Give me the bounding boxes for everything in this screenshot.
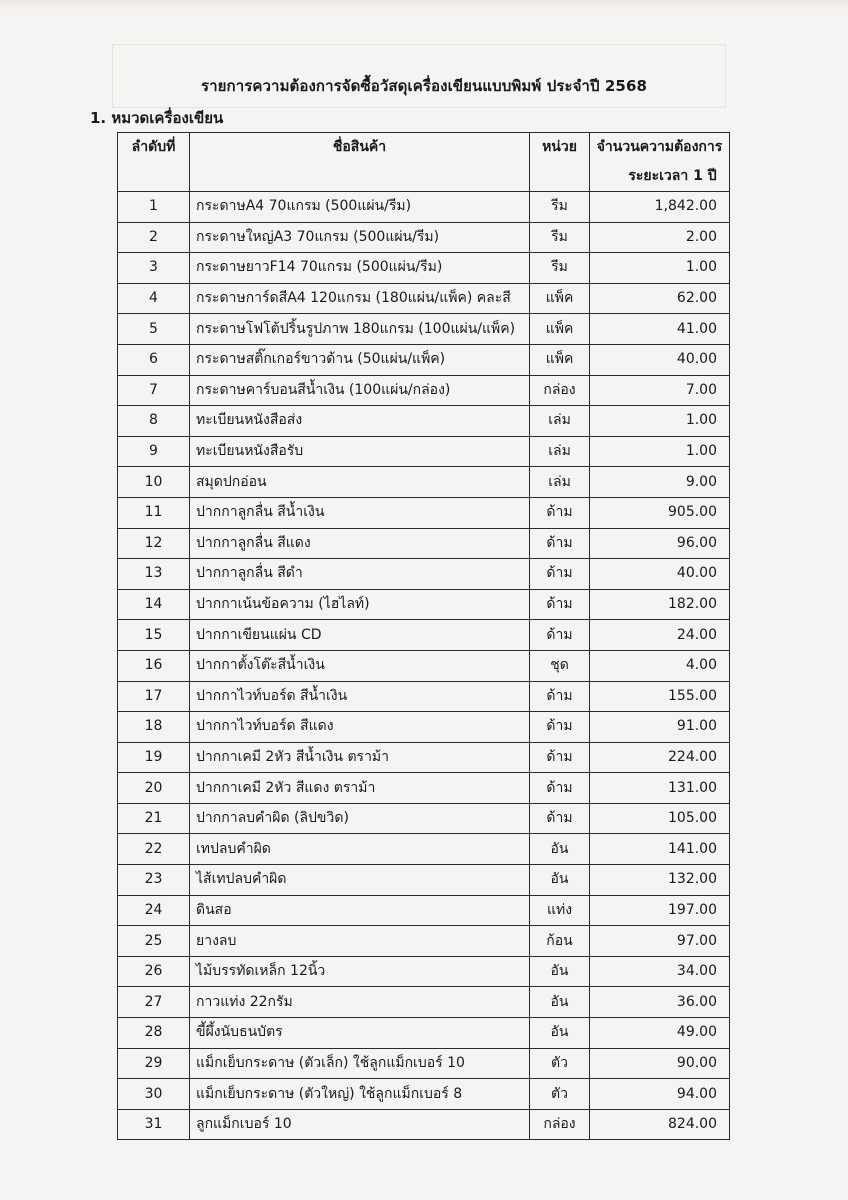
row-number: 3 (118, 253, 190, 284)
item-unit: อัน (530, 987, 590, 1018)
item-quantity: 4.00 (590, 650, 730, 681)
item-quantity: 96.00 (590, 528, 730, 559)
item-name: ปากกาลูกลื่น สีดำ (190, 559, 530, 590)
row-number: 19 (118, 742, 190, 773)
table-row (118, 895, 730, 926)
table-row (118, 1048, 730, 1079)
item-name: ปากกาเคมี 2หัว สีน้ำเงิน ตราม้า (190, 742, 530, 773)
item-unit: ด้าม (530, 803, 590, 834)
item-unit: กล่อง (530, 375, 590, 406)
header-no: ลำดับที่ (118, 133, 190, 192)
table-row (118, 1079, 730, 1110)
item-name: กระดาษโฟโต้ปริ้นรูปภาพ 180แกรม (100แผ่น/แพ็ค) (190, 314, 530, 345)
row-number: 2 (118, 222, 190, 253)
item-quantity: 155.00 (590, 681, 730, 712)
item-unit: ตัว (530, 1079, 590, 1110)
item-quantity: 131.00 (590, 773, 730, 804)
row-number: 1 (118, 192, 190, 223)
table-row (118, 834, 730, 865)
document-title: รายการความต้องการจัดซื้อวัสดุเครื่องเขียนแบบพิมพ์ ประจำปี 2568 (200, 77, 648, 95)
item-name: กระดาษคาร์บอนสีน้ำเงิน (100แผ่น/กล่อง) (190, 375, 530, 406)
table-row (118, 589, 730, 620)
row-number: 20 (118, 773, 190, 804)
item-name: ทะเบียนหนังสือส่ง (190, 406, 530, 437)
item-unit: ด้าม (530, 681, 590, 712)
item-name: กระดาษใหญ่A3 70แกรม (500แผ่น/รีม) (190, 222, 530, 253)
item-unit: อัน (530, 834, 590, 865)
item-name: แม็กเย็บกระดาษ (ตัวเล็ก) ใช้ลูกแม็กเบอร์ 10 (190, 1048, 530, 1079)
item-unit: แท่ง (530, 895, 590, 926)
table-row (118, 650, 730, 681)
item-unit: รีม (530, 222, 590, 253)
row-number: 9 (118, 436, 190, 467)
item-name: ไม้บรรทัดเหล็ก 12นิ้ว (190, 956, 530, 987)
row-number: 25 (118, 926, 190, 957)
row-number: 15 (118, 620, 190, 651)
table-row (118, 497, 730, 528)
table-row (118, 865, 730, 896)
item-name: สมุดปกอ่อน (190, 467, 530, 498)
item-quantity: 905.00 (590, 497, 730, 528)
table-row (118, 467, 730, 498)
item-quantity: 97.00 (590, 926, 730, 957)
item-name: แม็กเย็บกระดาษ (ตัวใหญ่) ใช้ลูกแม็กเบอร์ 8 (190, 1079, 530, 1110)
row-number: 5 (118, 314, 190, 345)
table-row (118, 773, 730, 804)
table-row (118, 681, 730, 712)
item-quantity: 40.00 (590, 559, 730, 590)
item-quantity: 36.00 (590, 987, 730, 1018)
table-row (118, 712, 730, 743)
item-unit: รีม (530, 253, 590, 284)
section-heading: 1. หมวดเครื่องเขียน (90, 109, 224, 127)
item-quantity: 1.00 (590, 253, 730, 284)
item-name: ปากกาลูกลื่น สีน้ำเงิน (190, 497, 530, 528)
header-qty-line1: จำนวนความต้องการ (596, 139, 723, 155)
item-quantity: 7.00 (590, 375, 730, 406)
item-name: กระดาษสติ๊กเกอร์ขาวด้าน (50แผ่น/แพ็ค) (190, 344, 530, 375)
item-quantity: 1.00 (590, 436, 730, 467)
table-row (118, 406, 730, 437)
item-quantity: 105.00 (590, 803, 730, 834)
item-unit: ด้าม (530, 742, 590, 773)
item-unit: เล่ม (530, 436, 590, 467)
item-unit: แพ็ค (530, 344, 590, 375)
item-quantity: 132.00 (590, 865, 730, 896)
item-name: ปากกาเน้นข้อความ (ไฮไลท์) (190, 589, 530, 620)
table-row (118, 253, 730, 284)
item-name: ปากกาตั้งโต๊ะสีน้ำเงิน (190, 650, 530, 681)
item-unit: เล่ม (530, 406, 590, 437)
item-name: ปากกาเขียนแผ่น CD (190, 620, 530, 651)
item-name: กระดาษA4 70แกรม (500แผ่น/รีม) (190, 192, 530, 223)
item-name: ทะเบียนหนังสือรับ (190, 436, 530, 467)
item-quantity: 1.00 (590, 406, 730, 437)
item-quantity: 62.00 (590, 283, 730, 314)
row-number: 27 (118, 987, 190, 1018)
stationery-requirements-table (117, 132, 730, 1140)
item-name: กาวแท่ง 22กรัม (190, 987, 530, 1018)
table-row (118, 436, 730, 467)
row-number: 6 (118, 344, 190, 375)
item-name: ปากกาลูกลื่น สีแดง (190, 528, 530, 559)
item-quantity: 9.00 (590, 467, 730, 498)
item-quantity: 41.00 (590, 314, 730, 345)
table-row (118, 344, 730, 375)
item-quantity: 40.00 (590, 344, 730, 375)
item-name: ปากกาไวท์บอร์ด สีแดง (190, 712, 530, 743)
item-quantity: 24.00 (590, 620, 730, 651)
table-header-row (118, 133, 730, 192)
row-number: 13 (118, 559, 190, 590)
item-unit: ด้าม (530, 589, 590, 620)
table-body (118, 192, 730, 1140)
row-number: 16 (118, 650, 190, 681)
item-quantity: 34.00 (590, 956, 730, 987)
item-unit: แพ็ค (530, 314, 590, 345)
item-unit: ด้าม (530, 620, 590, 651)
item-name: ปากกาลบคำผิด (ลิปขวิด) (190, 803, 530, 834)
row-number: 14 (118, 589, 190, 620)
table-row (118, 375, 730, 406)
row-number: 12 (118, 528, 190, 559)
item-unit: อัน (530, 956, 590, 987)
row-number: 24 (118, 895, 190, 926)
header-qty-line2: ระยะเวลา 1 ปี (628, 168, 717, 184)
row-number: 10 (118, 467, 190, 498)
table-row (118, 742, 730, 773)
item-unit: ด้าม (530, 559, 590, 590)
row-number: 8 (118, 406, 190, 437)
row-number: 18 (118, 712, 190, 743)
item-quantity: 197.00 (590, 895, 730, 926)
row-number: 28 (118, 1018, 190, 1049)
row-number: 30 (118, 1079, 190, 1110)
table-row (118, 926, 730, 957)
item-name: ปากกาเคมี 2หัว สีแดง ตราม้า (190, 773, 530, 804)
item-quantity: 90.00 (590, 1048, 730, 1079)
item-unit: ด้าม (530, 528, 590, 559)
table-row (118, 803, 730, 834)
item-name: ขี้ผึ้งนับธนบัตร (190, 1018, 530, 1049)
item-quantity: 94.00 (590, 1079, 730, 1110)
row-number: 17 (118, 681, 190, 712)
item-name: กระดาษยาวF14 70แกรม (500แผ่น/รีม) (190, 253, 530, 284)
item-unit: ตัว (530, 1048, 590, 1079)
item-quantity: 2.00 (590, 222, 730, 253)
item-unit: กล่อง (530, 1109, 590, 1140)
item-quantity: 91.00 (590, 712, 730, 743)
item-name: ลูกแม็กเบอร์ 10 (190, 1109, 530, 1140)
header-name: ชื่อสินค้า (190, 133, 530, 192)
item-quantity: 49.00 (590, 1018, 730, 1049)
item-unit: เล่ม (530, 467, 590, 498)
item-unit: อัน (530, 865, 590, 896)
row-number: 7 (118, 375, 190, 406)
item-quantity: 224.00 (590, 742, 730, 773)
header-qty (590, 133, 730, 192)
row-number: 31 (118, 1109, 190, 1140)
table-row (118, 1109, 730, 1140)
scan-edge (0, 0, 848, 10)
item-unit: แพ็ค (530, 283, 590, 314)
item-unit: ด้าม (530, 712, 590, 743)
item-name: ดินสอ (190, 895, 530, 926)
item-unit: อัน (530, 1018, 590, 1049)
item-unit: รีม (530, 192, 590, 223)
item-quantity: 141.00 (590, 834, 730, 865)
row-number: 21 (118, 803, 190, 834)
table-row (118, 283, 730, 314)
item-unit: ด้าม (530, 773, 590, 804)
item-quantity: 1,842.00 (590, 192, 730, 223)
row-number: 4 (118, 283, 190, 314)
table-row (118, 528, 730, 559)
table-row (118, 314, 730, 345)
table-row (118, 1018, 730, 1049)
item-name: ยางลบ (190, 926, 530, 957)
item-name: ไส้เทปลบคำผิด (190, 865, 530, 896)
item-quantity: 182.00 (590, 589, 730, 620)
item-unit: ชุด (530, 650, 590, 681)
item-name: เทปลบคำผิด (190, 834, 530, 865)
item-unit: ด้าม (530, 497, 590, 528)
table-row (118, 559, 730, 590)
table-row (118, 987, 730, 1018)
table-row (118, 956, 730, 987)
table-row (118, 620, 730, 651)
item-quantity: 824.00 (590, 1109, 730, 1140)
table-row (118, 222, 730, 253)
table-row (118, 192, 730, 223)
header-unit: หน่วย (530, 133, 590, 192)
item-name: กระดาษการ์ดสีA4 120แกรม (180แผ่น/แพ็ค) คละสี (190, 283, 530, 314)
row-number: 26 (118, 956, 190, 987)
row-number: 29 (118, 1048, 190, 1079)
item-unit: ก้อน (530, 926, 590, 957)
row-number: 11 (118, 497, 190, 528)
row-number: 22 (118, 834, 190, 865)
item-name: ปากกาไวท์บอร์ด สีน้ำเงิน (190, 681, 530, 712)
row-number: 23 (118, 865, 190, 896)
